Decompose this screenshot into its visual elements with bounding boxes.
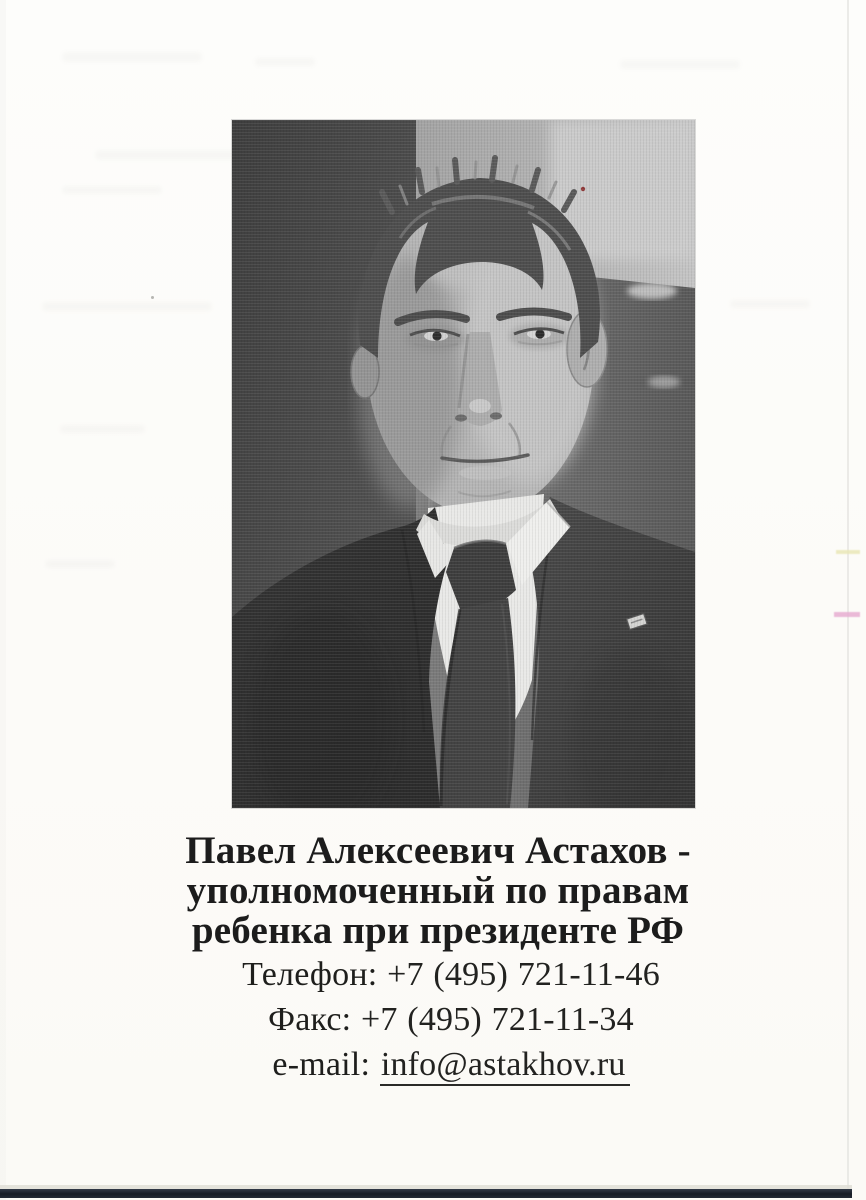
scan-artifact (620, 60, 740, 69)
scan-artifact (836, 550, 860, 554)
scan-artifact (45, 560, 115, 568)
caption-title (5, 831, 866, 951)
contact-block (18, 952, 866, 1087)
portrait-image (232, 120, 695, 808)
phone-value: +7 (495) 721-11-46 (387, 956, 660, 993)
fax-line (18, 997, 866, 1042)
phone-label: Телефон: (242, 956, 378, 993)
email-value: info@astakhov.ru (380, 1046, 630, 1086)
caption-title-line: ребенка при президенте РФ (191, 909, 685, 952)
scan-artifact (60, 425, 145, 433)
scan-bottom-band (0, 1189, 852, 1198)
email-label: e-mail: (272, 1046, 371, 1083)
caption-title-line: Павел Алексеевич Астахов - (185, 829, 691, 872)
scan-artifact (42, 302, 212, 311)
scan-artifact (255, 58, 315, 66)
caption-title-line: уполномоченный по правам (186, 869, 690, 912)
portrait-photo (232, 120, 695, 808)
phone-line (18, 952, 866, 997)
scan-artifact (730, 300, 810, 308)
scan-edge-line (847, 0, 849, 1189)
fax-value: +7 (495) 721-11-34 (361, 1001, 634, 1038)
scan-artifact (834, 612, 860, 617)
scan-artifact (62, 52, 202, 62)
fax-label: Факс: (268, 1001, 352, 1038)
scan-artifact (62, 186, 162, 194)
email-line (18, 1042, 866, 1087)
scan-artifact (151, 296, 154, 299)
